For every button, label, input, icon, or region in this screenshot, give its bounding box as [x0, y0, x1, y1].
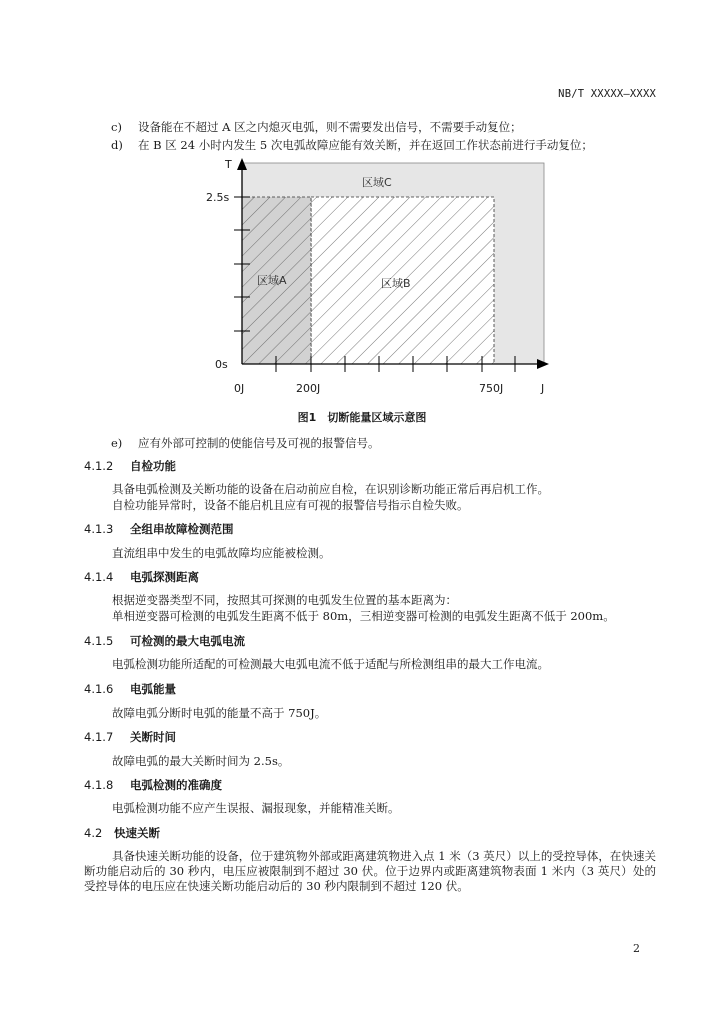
paragraph: 自检功能异常时，设备不能启机且应有可视的报警信号指示自检失败。 — [112, 498, 469, 512]
section-title: 快速关断 — [114, 826, 160, 840]
list-item-label: e) — [111, 436, 123, 450]
x-axis-label: J — [541, 382, 545, 395]
section-heading-4-2 — [84, 826, 160, 840]
section-heading-4-1-6 — [84, 682, 176, 696]
list-item-label: d) — [111, 138, 123, 152]
list-item-e — [111, 436, 380, 450]
section-heading-4-1-5 — [84, 634, 245, 648]
section-title: 可检测的最大电弧电流 — [130, 634, 245, 648]
section-number: 4.1.7 — [84, 730, 114, 744]
section-heading-4-1-3 — [84, 522, 234, 536]
zone-b-label: 区域B — [381, 277, 411, 290]
section-heading-4-1-2 — [84, 459, 176, 473]
paragraph: 故障电弧分断时电弧的能量不高于 750J。 — [112, 706, 327, 720]
section-title: 电弧检测的准确度 — [130, 778, 222, 792]
list-item-label: c) — [111, 120, 122, 134]
section-number: 4.1.5 — [84, 634, 114, 648]
standard-code: NB/T XXXXX—XXXX — [558, 88, 656, 100]
page-number: 2 — [633, 942, 640, 955]
zone-c-label: 区域C — [362, 176, 392, 189]
section-title: 全组串故障检测范围 — [130, 522, 234, 536]
section-heading-4-1-7 — [84, 730, 176, 744]
y-tick-0s: 0s — [215, 358, 228, 371]
y-axis-label: T — [225, 158, 232, 171]
section-number: 4.1.8 — [84, 778, 114, 792]
paragraph: 具备快速关断功能的设备，位于建筑物外部或距离建筑物进入点 1 米（3 英尺）以上的受控导体，在快速关断功能启动后的 30 秒内，电压应被限制到不超过 30 伏。位于边界内或距离建筑物表面 1 米内（3 英尺）处的受控导体的电压应在快速关断功能启动后的 30 秒内限制到不超过 120 伏。 — [84, 849, 656, 893]
paragraph: 根据逆变器类型不同，按照其可探测的电弧发生位置的基本距离为： — [112, 593, 457, 607]
x-tick-0j: 0J — [234, 382, 245, 395]
section-title: 自检功能 — [130, 459, 176, 473]
section-number: 4.1.2 — [84, 459, 114, 473]
section-number: 4.1.6 — [84, 682, 114, 696]
y-tick-2-5s: 2.5s — [206, 191, 230, 204]
list-item-text: 在 B 区 24 小时内发生 5 次电弧故障应能有效关断，并在返回工作状态前进行手动复位； — [138, 138, 593, 152]
figure-caption: 图1 切断能量区域示意图 — [297, 411, 427, 424]
x-tick-200j: 200J — [296, 382, 321, 395]
list-item-text: 设备能在不超过 A 区之内熄灭电弧，则不需要发出信号，不需要手动复位； — [138, 120, 522, 134]
section-title: 关断时间 — [130, 730, 176, 744]
x-tick-750j: 750J — [479, 382, 504, 395]
zone-a-label: 区域A — [257, 274, 287, 287]
paragraph: 电弧检测功能不应产生误报、漏报现象，并能精准关断。 — [112, 801, 400, 815]
paragraph: 具备电弧检测及关断功能的设备在启动前应自检，在识别诊断功能正常后再启机工作。 — [112, 482, 549, 496]
paragraph: 电弧检测功能所适配的可检测最大电弧电流不低于适配与所检测组串的最大工作电流。 — [112, 657, 549, 671]
section-heading-4-1-4 — [84, 570, 199, 584]
paragraph: 故障电弧的最大关断时间为 2.5s。 — [112, 754, 290, 768]
section-heading-4-1-8 — [84, 778, 222, 792]
section-title: 电弧能量 — [130, 682, 176, 696]
section-number: 4.2 — [84, 826, 103, 840]
section-number: 4.1.4 — [84, 570, 114, 584]
paragraph: 直流组串中发生的电弧故障均应能被检测。 — [112, 546, 331, 560]
section-title: 电弧探测距离 — [130, 570, 199, 584]
section-number: 4.1.3 — [84, 522, 114, 536]
list-item-text: 应有外部可控制的使能信号及可视的报警信号。 — [138, 436, 380, 450]
paragraph: 单相逆变器可检测的电弧发生距离不低于 80m，三相逆变器可检测的电弧发生距离不低于 200m。 — [112, 609, 615, 623]
